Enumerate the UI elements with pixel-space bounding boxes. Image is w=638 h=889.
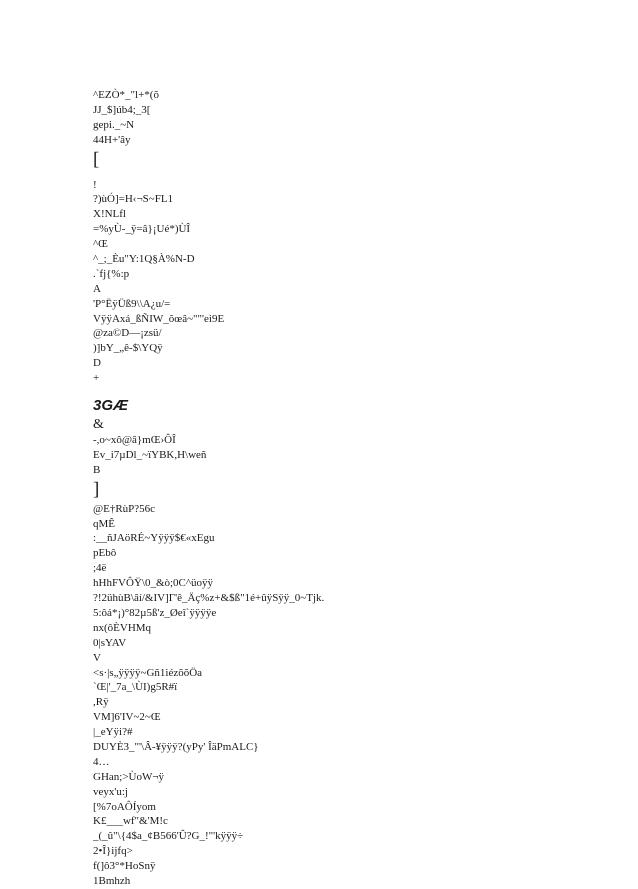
- text-line: GHan;>ÙoW¬ÿ: [93, 770, 165, 783]
- text-line: ,Rÿ: [93, 696, 109, 709]
- text-line: Ev_i7µDl_~ïYBK,H\weñ: [93, 448, 207, 461]
- text-line: nx(ôÈVHMq: [93, 621, 152, 634]
- bracket-line-open: [: [93, 148, 100, 170]
- text-line: =%yÙ-_ÿ=â}¡Ué*)ÙÎ: [93, 223, 191, 236]
- text-line: A: [93, 282, 101, 295]
- text-line: X!NLfl: [93, 208, 126, 221]
- text-line: @E†RùP?56c: [93, 502, 156, 515]
- text-line: `Œ|'_7a_\ÙI)g5R#ï: [93, 681, 178, 694]
- text-line: [%7oAÔÍyom: [93, 800, 156, 813]
- text-line: VM]6'IV~2~Œ: [93, 711, 161, 724]
- text-line: .`fj{%:p: [93, 267, 130, 280]
- text-line: DUYÈ3_"'\Â-¥ÿÿÿ?(yPy' ÎäPmALC}: [93, 740, 259, 753]
- text-line: pEbô: [93, 547, 117, 560]
- text-line: 'P°ËÿÜß9\\A¿u/=: [93, 297, 171, 310]
- text-line: ^_;_Èu"Y:1Q§À%N-D: [93, 253, 195, 266]
- text-line: _(_û"\{4$a_¢B566'Û?G_!"'kÿÿÿ÷: [93, 830, 244, 843]
- text-block-2: [93, 192, 613, 386]
- text-line: JJ_$]úb4;_3[: [93, 103, 151, 116]
- text-line: gepi._~N: [93, 118, 135, 131]
- text-line: ?!2ühùB\âí/&IV]Γ'ê_Äç%z+&$ß"1é+ûÿSÿÿ_0~Tjk.: [93, 592, 325, 605]
- bracket-line-close: ]: [93, 478, 100, 500]
- text-line: V: [93, 651, 101, 664]
- text-line: D: [93, 357, 101, 370]
- text-line: +: [93, 372, 100, 385]
- text-line: 44H+'ây: [93, 133, 131, 146]
- text-block-4: [93, 502, 613, 889]
- text-line: :__ñJAöRÉ~Yÿÿÿ$€«xEgu: [93, 532, 215, 545]
- text-line: B: [93, 463, 101, 476]
- text-block-1: [93, 88, 613, 148]
- exclamation-line: !: [93, 178, 97, 191]
- text-line: qMÊ: [93, 517, 115, 530]
- text-line: veyx'u:j: [93, 785, 128, 798]
- text-line: 5:ôá*¡)°82µ5ß'z_Øeî`ÿÿÿÿe: [93, 606, 217, 619]
- text-block-3: [93, 433, 613, 478]
- text-line: ;4ë: [93, 562, 107, 575]
- section-heading: 3GÆ: [93, 397, 129, 415]
- text-line: )]bY_„ê-$\YQÿ: [93, 342, 163, 355]
- text-line: hHhFVÔŸ\0_&ò;0C^üoÿÿ: [93, 577, 214, 590]
- text-line: 1Bmhzh: [93, 874, 131, 887]
- text-line: K£___wf"&'M!c: [93, 815, 168, 828]
- document-page: [93, 88, 613, 889]
- text-line: <s·|s„ÿÿÿÿ~Gñ1iézõõÖa: [93, 666, 203, 679]
- text-line: 2•Î}ijfq>: [93, 845, 133, 858]
- text-line: |_eYÿi?#: [93, 726, 133, 739]
- text-line: 4…: [93, 755, 110, 768]
- text-line: -,o~xô@â}mŒ›ÔÎ: [93, 434, 176, 447]
- text-line: VÿÿAxá_ßÑIW_õœâ~""'ei9E: [93, 312, 225, 325]
- text-line: f(]ô3°*HoSnÿ: [93, 860, 156, 873]
- text-line: @za©D—¡zsü/: [93, 327, 162, 340]
- text-line: ^Œ: [93, 238, 108, 251]
- text-line: ?)ùÓ]=H‹¬S~FL1: [93, 193, 174, 206]
- text-line: ^EZÒ*_"l+*(õ: [93, 89, 159, 101]
- ampersand-line: &: [93, 417, 104, 433]
- text-line: 0|sYAV: [93, 636, 127, 649]
